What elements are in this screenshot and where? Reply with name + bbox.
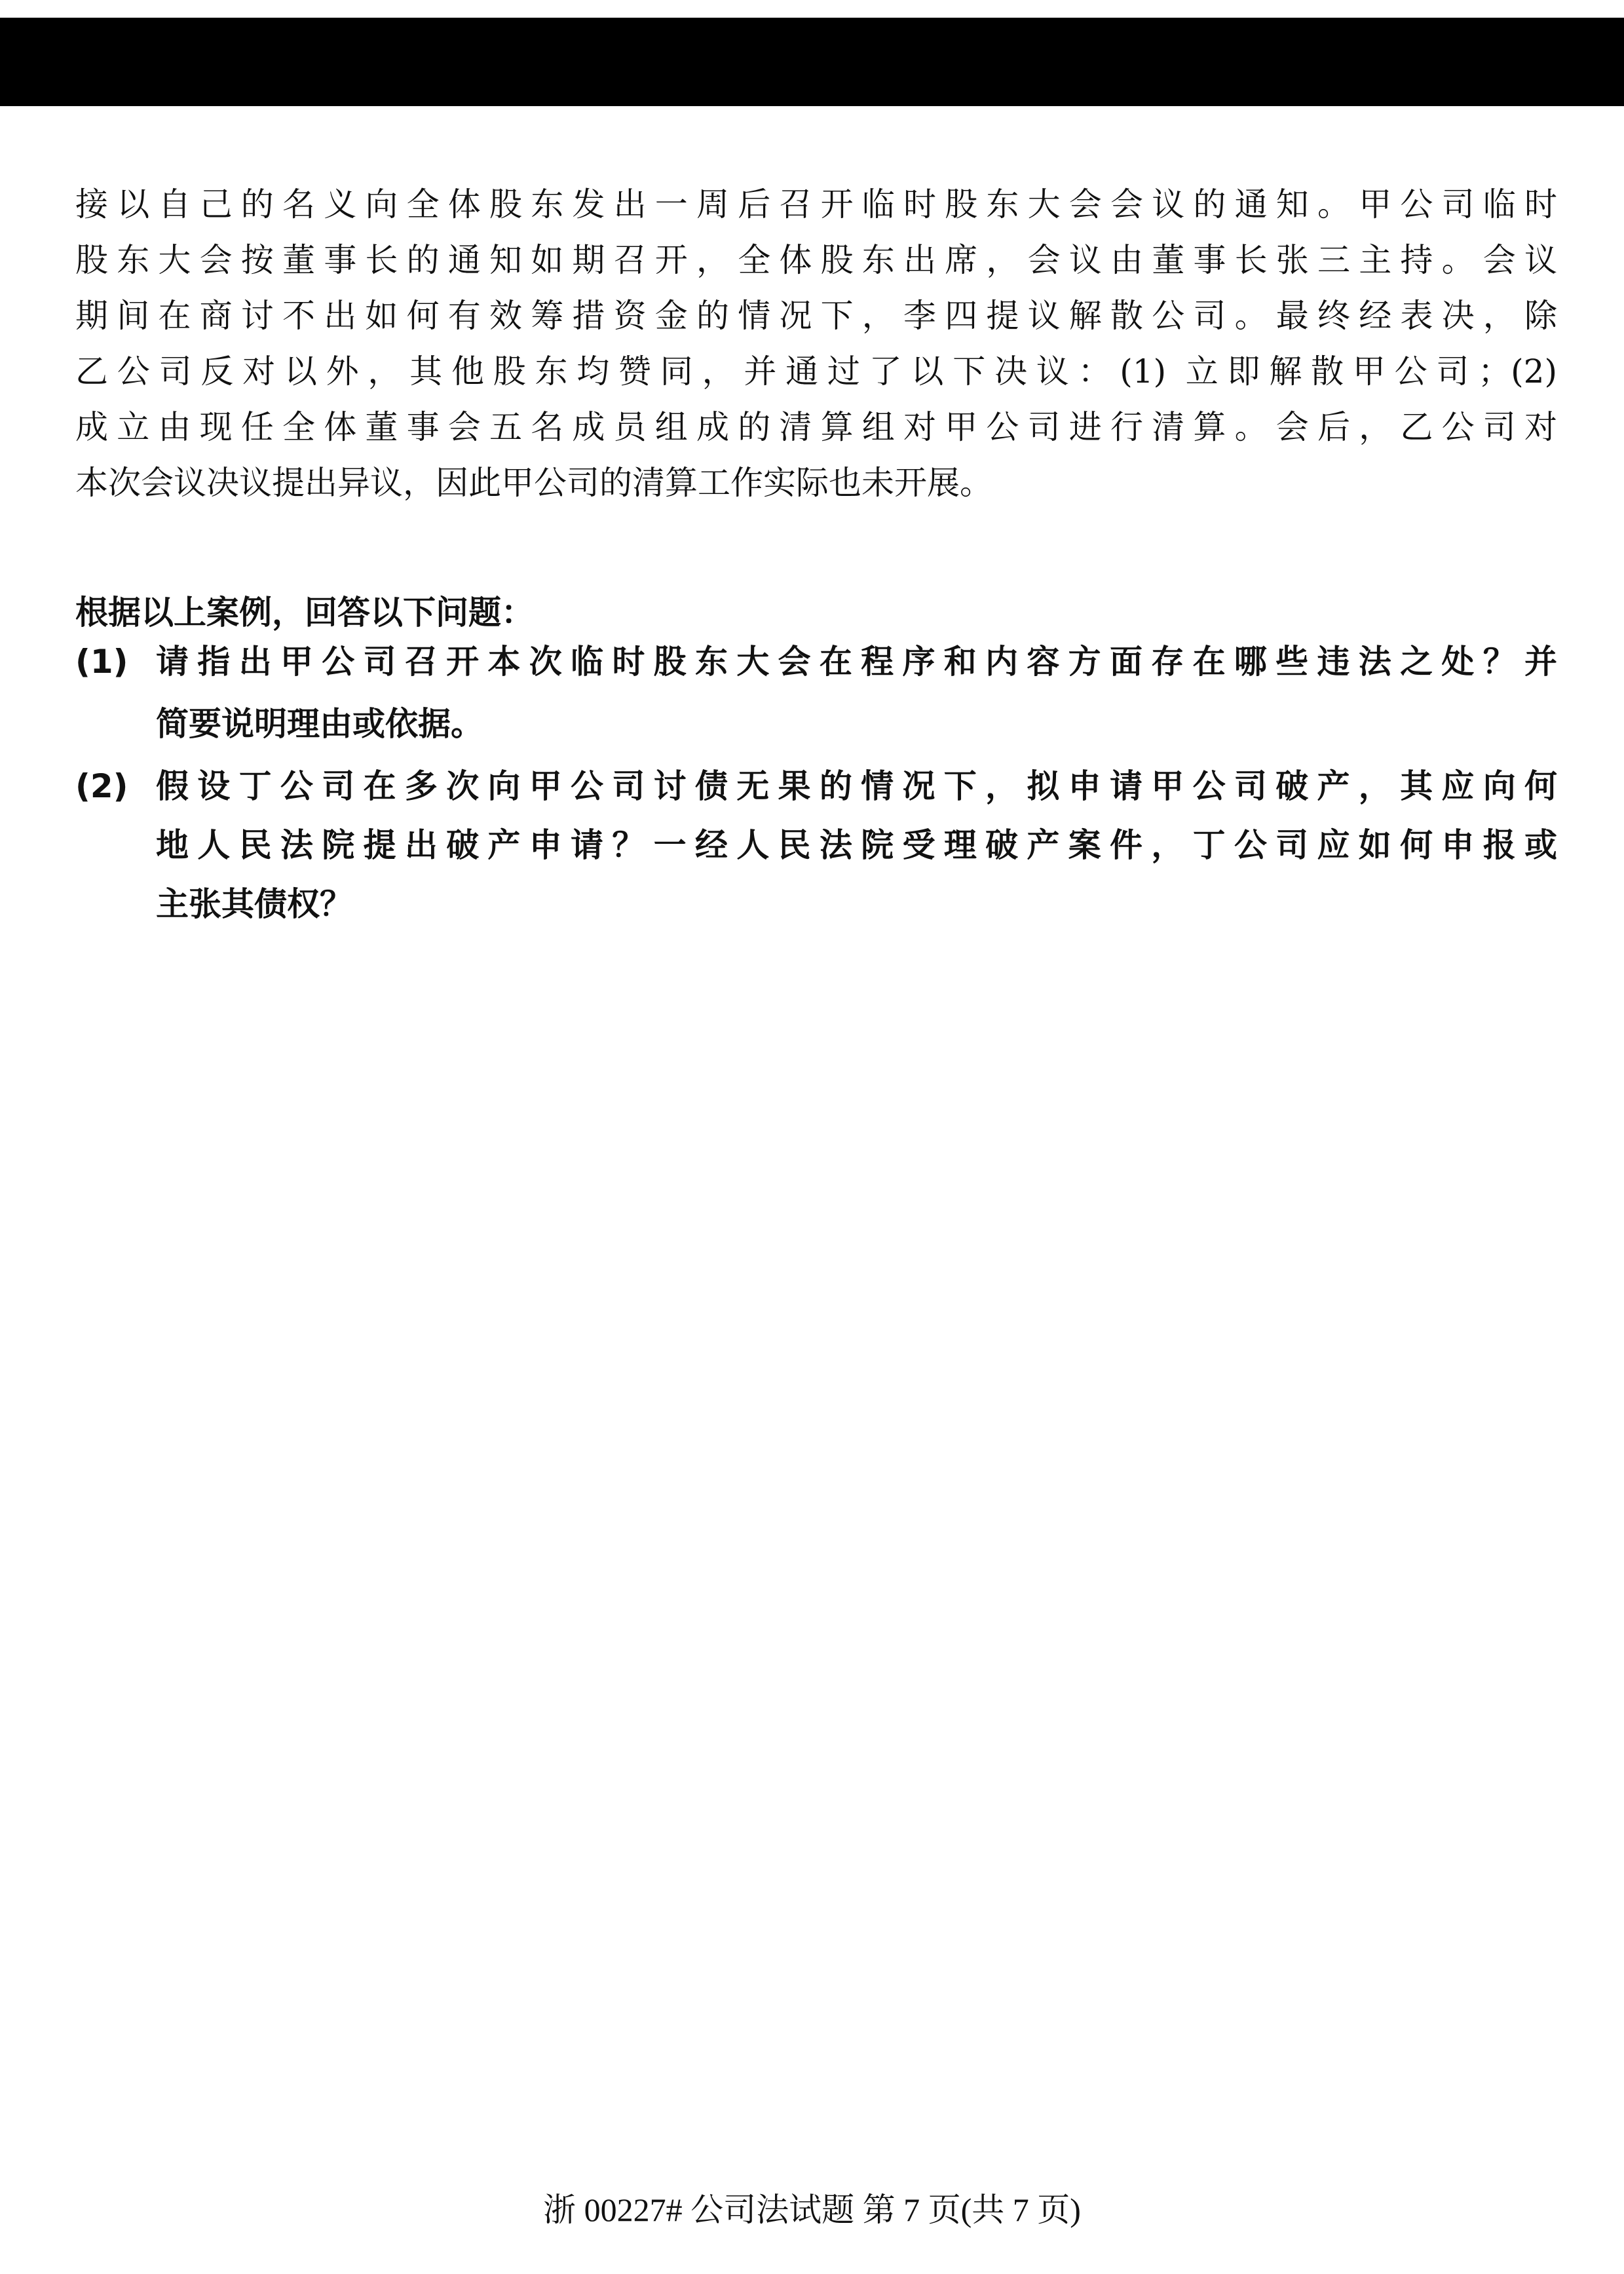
paragraph-line: 接以自己的名义向全体股东发出一周后召开临时股东大会会议的通知。甲公司临时 <box>75 185 1557 223</box>
question-line: 简要说明理由或依据。 <box>156 705 483 743</box>
top-black-bar <box>0 18 1624 106</box>
question-line: 假设丁公司在多次向甲公司讨债无果的情况下，拟申请甲公司破产，其应向何 <box>156 767 1557 805</box>
paragraph-line: 成立由现任全体董事会五名成员组成的清算组对甲公司进行清算。会后，乙公司对 <box>75 408 1557 446</box>
question-number: (1) <box>75 643 128 681</box>
paragraph-line: 本次会议决议提出异议，因此甲公司的清算工作实际也未开展。 <box>75 464 992 502</box>
question-line: 地人民法院提出破产申请？一经人民法院受理破产案件，丁公司应如何申报或 <box>156 826 1557 864</box>
questions-heading: 根据以上案例，回答以下问题： <box>75 594 534 632</box>
paragraph-line: 期间在商讨不出如何有效筹措资金的情况下，李四提议解散公司。最终经表决，除 <box>75 297 1557 335</box>
question-line: 请指出甲公司召开本次临时股东大会在程序和内容方面存在哪些违法之处？并 <box>156 643 1557 681</box>
question-line: 主张其债权？ <box>156 885 352 923</box>
question-number: (2) <box>75 767 128 805</box>
paragraph-line: 股东大会按董事长的通知如期召开，全体股东出席，会议由董事长张三主持。会议 <box>75 241 1557 279</box>
paragraph-line: 乙公司反对以外，其他股东均赞同，并通过了以下决议：(1) 立即解散甲公司；(2) <box>75 352 1557 390</box>
page-footer: 浙 00227# 公司法试题 第 7 页(共 7 页) <box>543 2191 1081 2228</box>
